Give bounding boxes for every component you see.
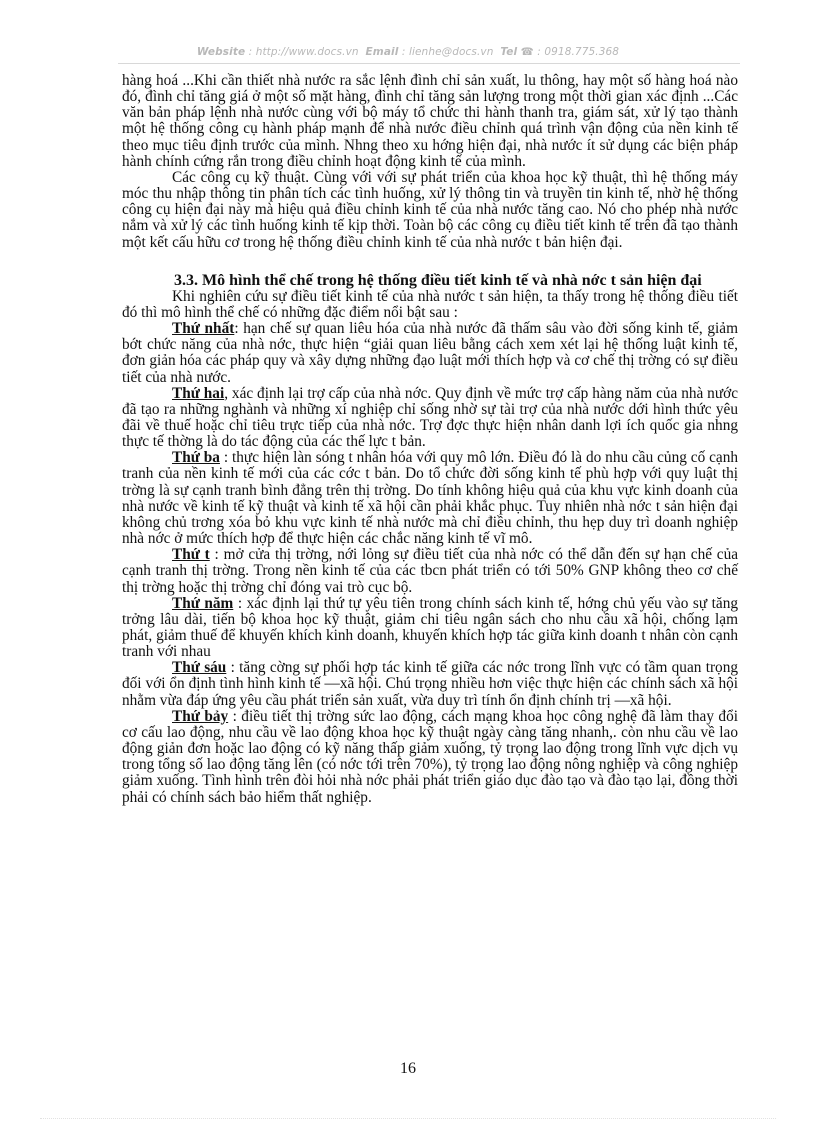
list-item-7 [122, 709, 738, 806]
list-item-5-text: : xác định lại thứ tự yêu tiên trong chính sách kinh tế, hớng chủ yếu vào sự tăng trởng lâu dài, tiến bộ khoa học kỹ thuật, giảm chi tiêu ngân sách cho nhu cầu xã hội, chống lạm phát, giảm thuế để khuyến khích kinh doanh, khuyến khích hợp tác giữa kinh doanh t nhân còn cạnh tranh với nhau [122, 594, 738, 661]
list-item-5 [122, 596, 738, 661]
list-item-3 [122, 450, 738, 547]
list-item-1-text: : hạn chế sự quan liêu hóa của nhà nước đã thấm sâu vào đời sống kinh tế, giảm bớt chức năng của nhà nớc, thực hiện “giải quan liêu bằng cách xem xét lại hệ thống luật kinh tế, đơn giản hóa các pháp quy và xây dựng những đạo luật mới thích hợp và cơ chế thị trờng có sự điều tiết của nhà nước. [122, 320, 738, 386]
list-item-7-text: : điều tiết thị trờng sức lao động, cách mạng khoa học công nghệ đã làm thay đổi cơ cấu lao động, nhu cầu về lao động khoa học kỹ thuật ngày càng tăng nhanh,. còn nhu cầu về lao động giản đơn hoặc lao động có kỹ năng thấp giảm xuống, tỷ trọng lao động trong lĩnh vực dịch vụ trong tổng số lao động tăng lên (có nớc tới trên 70%), tỷ trọng lao động nông nghiệp và công nghiệp giảm xuống. Tình hình trên đòi hỏi nhà nớc phải phát triển giáo dục đào tạo và đào tạo lại, đồng thời phải có chính sách bảo hiểm thất nghiệp. [122, 707, 738, 806]
paragraph-legal-tools: hàng hoá ...Khi cần thiết nhà nước ra sắc lệnh đình chỉ sản xuất, lu thông, hay một số hàng hoá nào đó, đình chỉ tăng giá ở một số mặt hàng, đình chỉ tăng sản lượng trong một thời gian xác định ...Các văn bản pháp lệnh nhà nước cùng với bộ máy tổ chức thi hành thanh tra, giám sát, xử lý tạo thành một hệ thống công cụ hành pháp mạnh để nhà nước điều chỉnh quá trình vận động của nền kinh tế theo mục tiêu định trước của mình. Nhng theo xu hớng hiện đại, nhà nước ít sử dụng các biện pháp hành chính cứng rắn trong điều chỉnh hoạt động kinh tế của mình. [122, 72, 738, 170]
list-item-4-lead: Thứ t [172, 546, 210, 564]
tel-label: Tel [500, 46, 518, 58]
footer-divider [40, 1118, 776, 1119]
section-intro: Khi nghiên cứu sự điều tiết kinh tế của nhà nước t sản hiện, ta thấy trong hệ thống điều tiết đó thì mô hình thể chế có những đặc điểm nổi bật sau : [122, 287, 738, 321]
list-item-5-lead: Thứ năm [172, 594, 234, 612]
list-item-3-text: : thực hiện làn sóng t nhân hóa với quy mô lớn. Điều đó là do nhu cầu củng cố cạnh tranh của nền kinh tế mới của các cớc t bản. Do tổ chức đời sống kinh tế phù hợp với quy luật thị trờng là sự cạnh tranh bình đẳng trên thị trờng. Do tính không hiệu quả của khu vực kinh doanh của nhà nước về kinh tế kỹ thuật và kinh tế xã hội cần phải khắc phục. Tuy nhiên nhà nớc t sản hiện đại không chủ trơng xóa bỏ khu vực kinh tế nhà nước mà chỉ điều chỉnh, thu hẹp duy trì doanh nghiệp nhà nớc ở mức thích hợp để thực hiện các chắc năng kinh tế vĩ mô. [122, 449, 738, 548]
list-item-2 [122, 386, 738, 451]
email-label: Email [365, 46, 399, 58]
list-item-1-lead: Thứ nhất [172, 320, 235, 338]
list-item-4 [122, 547, 738, 595]
phone-icon: ☎ [520, 46, 534, 58]
list-item-6-lead: Thứ sáu [172, 659, 227, 677]
header-divider [118, 63, 740, 64]
paragraph-technical-tools: Các công cụ kỹ thuật. Cùng với với sự phát triển của khoa học kỹ thuật, thì hệ thống máy móc thu nhập thông tin phân tích các tình huống, xử lý thông tin và truyền tin kinh tế, nhờ hệ thống công cụ hiện đại này mà hiệu quả điều chỉnh kinh tế của nhà nước tăng cao. Nó cho phép nhà nước nắm và xử lý các tình huống kinh tế kịp thời. Toàn bộ các công cụ điều tiết kinh tế trên đã tạo thành một kết cấu hữu cơ trong hệ thống điều chỉnh kinh tế của nhà nước t bản hiện đại. [122, 168, 738, 251]
list-item-1 [122, 321, 738, 386]
list-item-2-text: , xác định lại trợ cấp của nhà nớc. Quy định về mức trợ cấp hàng năm của nhà nước đã tạo ra những nghành và những xí nghiệp chỉ sống nhờ sự tài trợ của nhà nước dới hình thức yêu đãi về thuế hoặc chỉ tiêu trực tiếp của nhà nớc. Trợ đợc thực hiện nhân danh lợi ích quốc gia nhng thực tế thờng là do tác động của các thế lực t bản. [122, 384, 738, 451]
website-label: Website [196, 46, 246, 58]
tel-value: : 0918.775.368 [537, 46, 620, 58]
list-item-7-lead: Thứ bảy [172, 707, 229, 725]
document-body [122, 73, 738, 806]
list-item-6-text: : tăng cờng sự phối hợp tác kinh tế giữa các nớc trong lĩnh vực có tầm quan trọng đối với ổn định tình hình kinh tế —xã hội. Chú trọng nhiều hơn việc thực hiện các chính sách xã hội nhằm vừa đáp ứng yêu cầu phát triển sản xuất, vừa duy trì tính ổn định chính trị —xã hội. [122, 659, 738, 709]
list-item-2-lead: Thứ hai [172, 384, 225, 402]
website-value: : http://www.docs.vn [248, 46, 359, 58]
page-header [0, 46, 816, 58]
section-heading: 3.3. Mô hình thể chế trong hệ thống điều tiết kinh tế và nhà nớc t sản hiện đại [174, 271, 702, 289]
list-item-3-lead: Thứ ba [172, 449, 220, 467]
list-item-6 [122, 660, 738, 708]
email-value: : lienhe@docs.vn [401, 46, 494, 58]
page-number: 16 [400, 1060, 416, 1077]
list-item-4-text: : mở cửa thị trờng, nới lỏng sự điều tiết của nhà nớc có thể dẫn đến sự hạn chế của cạnh tranh thị trờng. Trong nền kinh tế của các tbcn phát triển có tới 50% GNP không theo cơ chế thị trờng hoặc thị trờng chỉ đóng vai trò cục bộ. [122, 546, 739, 596]
